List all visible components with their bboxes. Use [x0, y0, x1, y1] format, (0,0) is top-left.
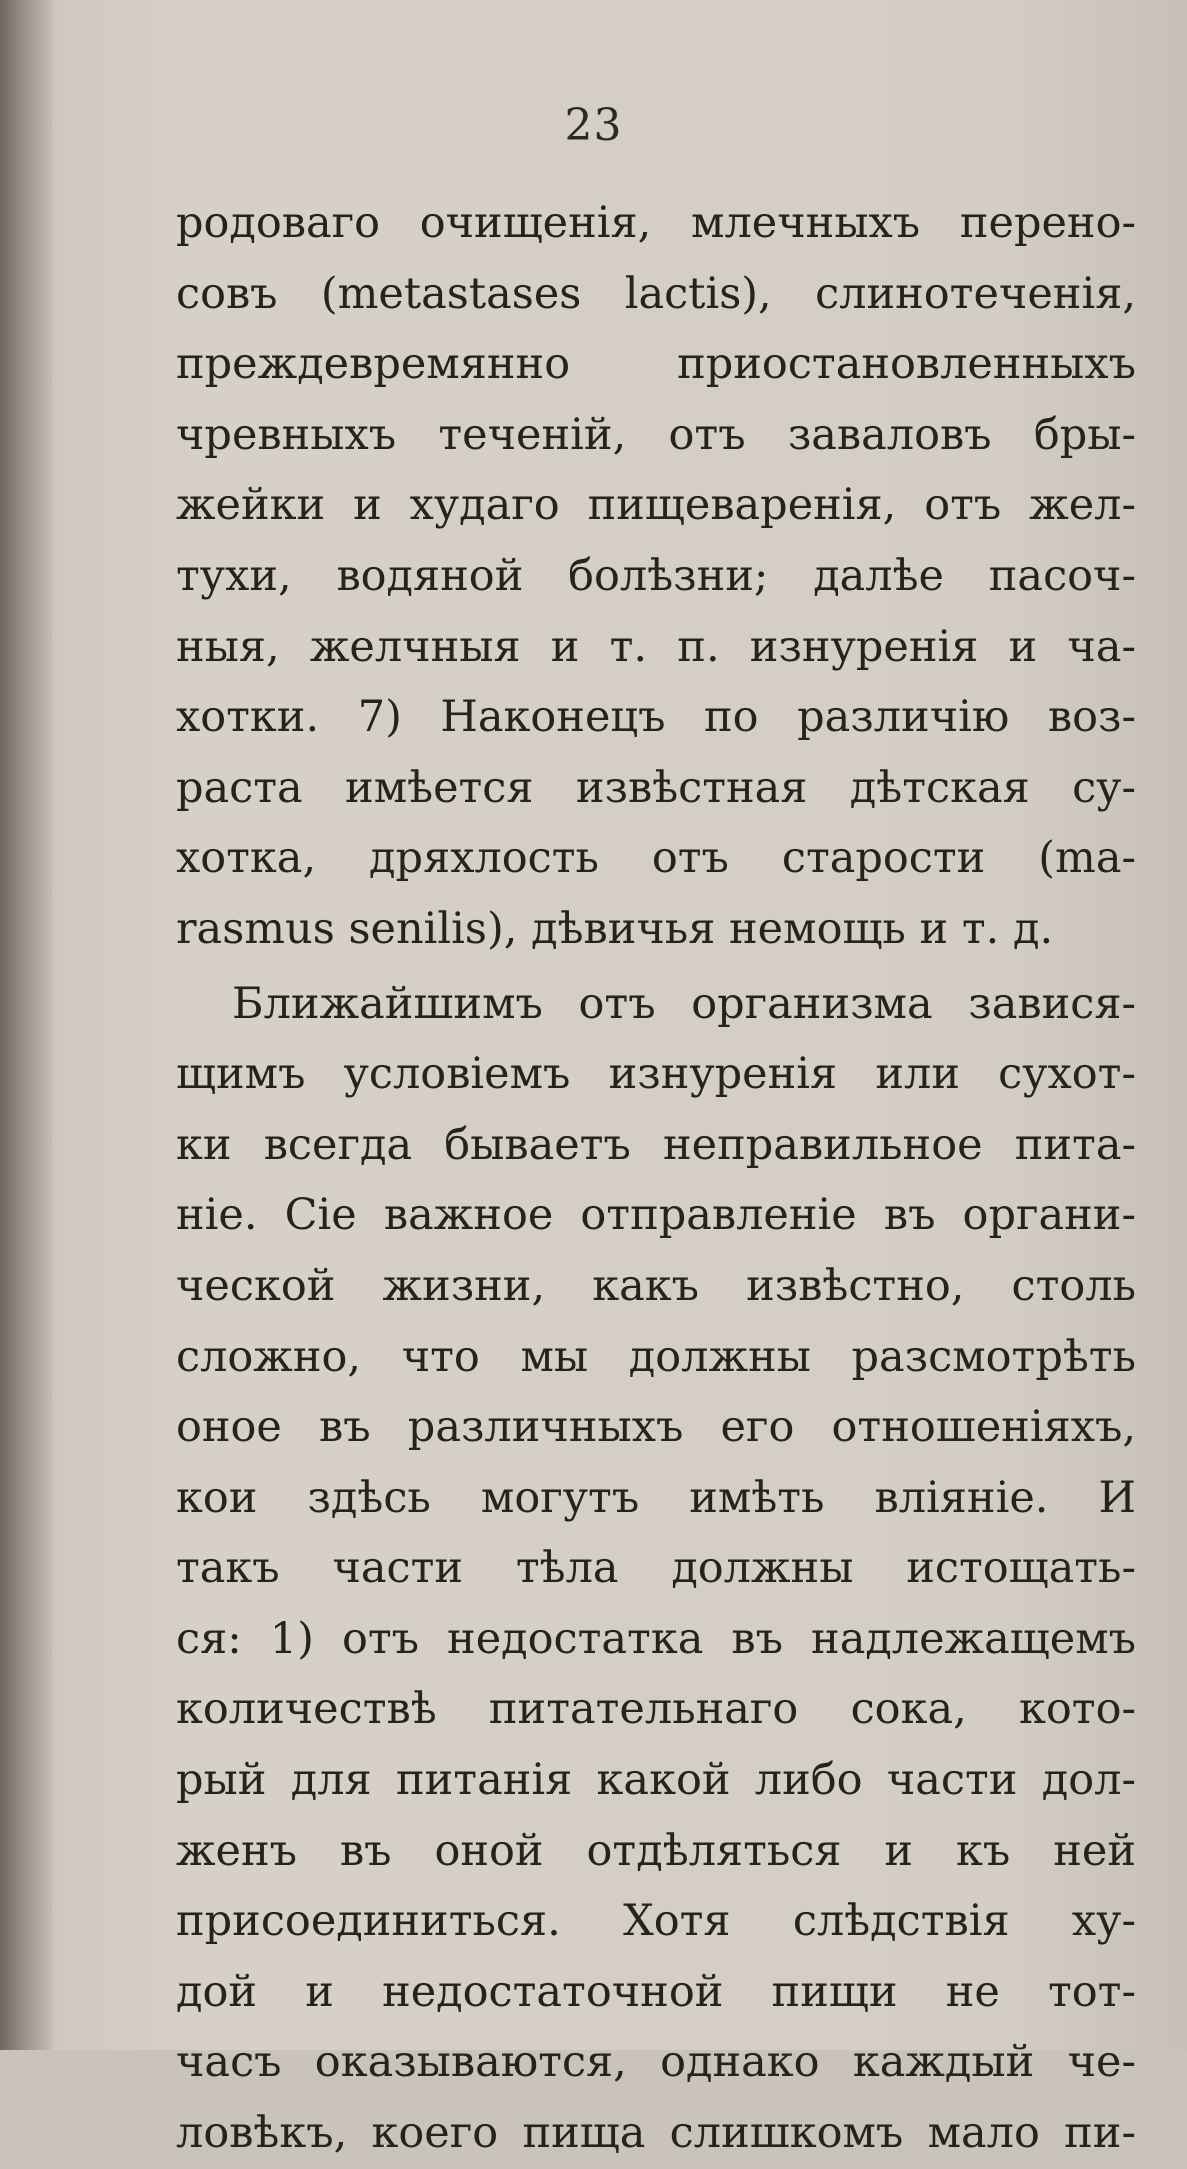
- text-line: преждевремянно приостановленныхъ: [176, 339, 1136, 390]
- text-line: щимъ условіемъ изнуренія или сухот-: [176, 1049, 1136, 1100]
- text-line: оное въ различныхъ его отношеніяхъ,: [176, 1402, 1136, 1453]
- text-line: сложно, что мы должны разсмотрѣть: [176, 1331, 1136, 1382]
- text-line: часъ оказываются, однако каждый че-: [176, 2037, 1136, 2088]
- text-line: женъ въ оной отдѣляться и къ ней: [176, 1825, 1136, 1876]
- paragraph-start-line: Ближайшимъ отъ организма завися-: [232, 978, 1136, 1029]
- text-line: тухи, водяной болѣзни; далѣе пасоч-: [176, 550, 1136, 601]
- text-line: ческой жизни, какъ извѣстно, столь: [176, 1260, 1136, 1311]
- text-line: чревныхъ теченій, отъ заваловъ бры-: [176, 409, 1136, 460]
- text-line: дой и недостаточной пищи не тот-: [176, 1966, 1136, 2017]
- text-line: родоваго очищенія, млечныхъ перено-: [176, 198, 1136, 248]
- text-line: присоединиться. Хотя слѣдствія ху-: [176, 1896, 1136, 1947]
- text-line: хотка, дряхлость отъ старости (ma-: [176, 833, 1136, 884]
- text-line: хотки. 7) Наконецъ по различію воз-: [176, 692, 1136, 743]
- text-line: раста имѣется извѣстная дѣтская су-: [176, 762, 1136, 813]
- text-line: ніе. Сіе важное отправленіе въ органи-: [176, 1190, 1136, 1241]
- text-line: ныя, желчныя и т. п. изнуренія и ча-: [176, 621, 1136, 672]
- text-line: кои здѣсь могутъ имѣть вліяніе. И: [176, 1472, 1136, 1523]
- text-line: совъ (metastases lactis), слинотеченія,: [176, 268, 1136, 319]
- paragraph-end-line: rasmus senilis), дѣвичья немощь и т. д.: [176, 903, 1054, 954]
- text-line: такъ части тѣла должны истощать-: [176, 1543, 1136, 1594]
- text-line: жейки и худаго пищеваренія, отъ жел-: [176, 480, 1136, 531]
- text-line: количествѣ питательнаго сока, кото-: [176, 1684, 1136, 1735]
- body-text: [176, 188, 1136, 2169]
- text-line: рый для питанія какой либо части дол-: [176, 1755, 1136, 1806]
- page-binding-edge: [0, 0, 52, 2050]
- text-line: ловѣкъ, коего пища слишкомъ мало пи-: [176, 2108, 1136, 2159]
- text-line: ся: 1) отъ недостатка въ надлежащемъ: [176, 1613, 1136, 1664]
- text-line: ки всегда бываетъ неправильное пита-: [176, 1119, 1136, 1170]
- page-number: 23: [564, 100, 623, 151]
